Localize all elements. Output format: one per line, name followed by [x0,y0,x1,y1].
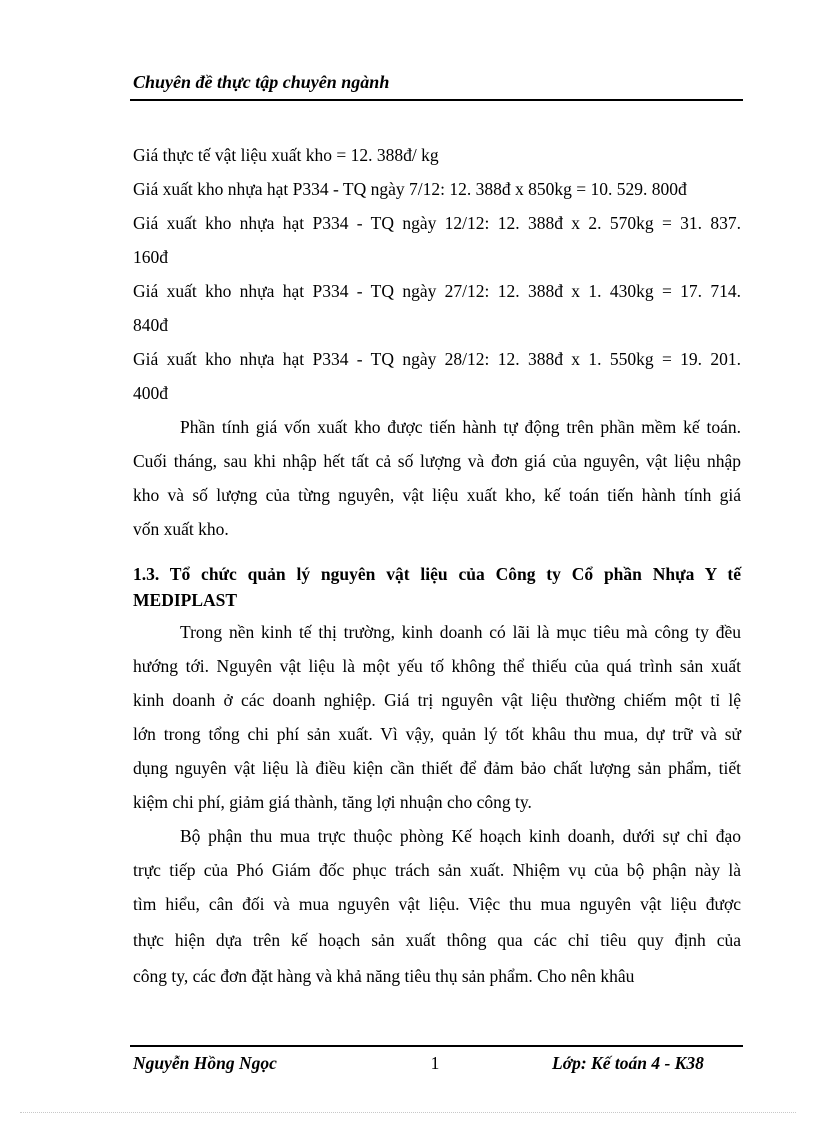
text-line: kho và số lượng của từng nguyên, vật liệu xuất kho, kế toán tiến hành tính giá [133,485,741,505]
text-line: Giá xuất kho nhựa hạt P334 - TQ ngày 27/12: 12. 388đ x 1. 430kg = 17. 714. [133,281,741,301]
text-line: kiệm chi phí, giảm giá thành, tăng lợi nhuận cho công ty. [133,792,532,812]
header-divider [130,99,743,101]
text-line: trực tiếp của Phó Giám đốc phục trách sản xuất. Nhiệm vụ của bộ phận này là [133,860,741,880]
header-title: Chuyên đề thực tập chuyên ngành [133,72,390,92]
text-line: Trong nền kinh tế thị trường, kinh doanh có lãi là mục tiêu mà công ty đều [180,622,741,642]
footer-class: Lớp: Kế toán 4 - K38 [552,1053,704,1073]
text-line: Giá xuất kho nhựa hạt P334 - TQ ngày 12/12: 12. 388đ x 2. 570kg = 31. 837. [133,213,741,233]
section-heading: MEDIPLAST [133,590,238,610]
page-number: 1 [430,1053,440,1073]
footer-author: Nguyễn Hồng Ngọc [133,1053,277,1073]
text-line: Giá xuất kho nhựa hạt P334 - TQ ngày 7/12: 12. 388đ x 850kg = 10. 529. 800đ [133,179,687,199]
text-line: 160đ [133,247,168,267]
section-heading: 1.3. Tổ chức quản lý nguyên vật liệu của Công ty Cổ phần Nhựa Y tế [133,564,741,584]
text-line: 840đ [133,315,168,335]
text-line: Phần tính giá vốn xuất kho được tiến hành tự động trên phần mềm kế toán. [180,417,741,437]
text-line: dụng nguyên vật liệu là điều kiện cần thiết để đảm bảo chất lượng sản phẩm, tiết [133,758,741,778]
text-line: công ty, các đơn đặt hàng và khả năng tiêu thụ sản phẩm. Cho nên khâu [133,966,635,986]
text-line: Giá thực tế vật liệu xuất kho = 12. 388đ/ kg [133,145,439,165]
text-line: tìm hiểu, cân đối và mua nguyên vật liệu. Việc thu mua nguyên vật liệu được [133,894,741,914]
text-line: kinh doanh ở các doanh nghiệp. Giá trị nguyên vật liệu thường chiếm một tỉ lệ [133,690,741,710]
text-line: hướng tới. Nguyên vật liệu là một yếu tố không thể thiếu của quá trình sản xuất [133,656,741,676]
text-line: 400đ [133,383,168,403]
text-line: Giá xuất kho nhựa hạt P334 - TQ ngày 28/12: 12. 388đ x 1. 550kg = 19. 201. [133,349,741,369]
text-line: Bộ phận thu mua trực thuộc phòng Kế hoạch kinh doanh, dưới sự chỉ đạo [180,826,741,846]
text-line: Cuối tháng, sau khi nhập hết tất cả số lượng và đơn giá của nguyên, vật liệu nhập [133,451,741,471]
page-edge-divider [20,1112,796,1113]
text-line: vốn xuất kho. [133,519,229,539]
text-line: thực hiện dựa trên kế hoạch sản xuất thông qua các chỉ tiêu quy định của [133,930,741,950]
footer-divider [130,1045,743,1047]
text-line: lớn trong tổng chi phí sản xuất. Vì vậy, quản lý tốt khâu thu mua, dự trữ và sử [133,724,741,744]
